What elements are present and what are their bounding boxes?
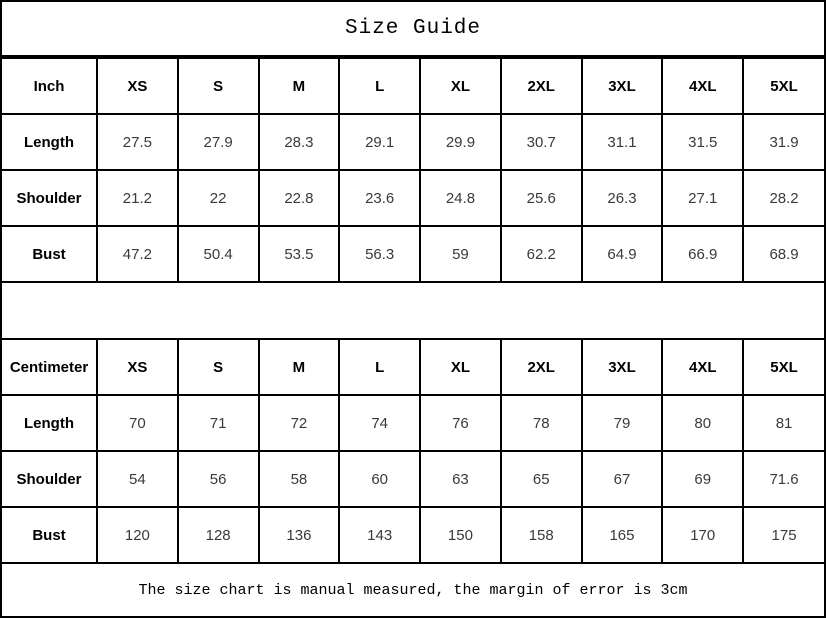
measurement-label-cell: Shoulder [2,170,97,226]
size-label-cell: XL [420,58,501,114]
measurement-value-cell: 59 [420,226,501,282]
size-label-cell: 2XL [501,58,582,114]
table-gap-spacer [2,283,824,338]
size-label-cell: XS [97,58,178,114]
measurement-value-cell: 76 [420,395,501,451]
size-label-cell: S [178,58,259,114]
unit-label-cell: Centimeter [2,339,97,395]
measurement-value-cell: 26.3 [582,170,663,226]
measurement-label-cell: Length [2,395,97,451]
size-label-cell: 4XL [662,339,743,395]
size-label-cell: 5XL [743,339,824,395]
measurement-value-cell: 143 [339,507,420,563]
page-title: Size Guide [2,2,824,57]
measurement-label-cell: Bust [2,507,97,563]
measurement-value-cell: 62.2 [501,226,582,282]
measurement-value-cell: 50.4 [178,226,259,282]
measurement-value-cell: 31.9 [743,114,824,170]
size-label-cell: M [259,339,340,395]
measurement-value-cell: 79 [582,395,663,451]
measurement-value-cell: 54 [97,451,178,507]
measurement-value-cell: 71.6 [743,451,824,507]
measurement-value-cell: 165 [582,507,663,563]
measurement-row [2,395,824,451]
measurement-row [2,507,824,563]
measurement-row [2,114,824,170]
measurement-value-cell: 31.1 [582,114,663,170]
measurement-value-cell: 56.3 [339,226,420,282]
measurement-value-cell: 47.2 [97,226,178,282]
inch-size-table [2,57,824,283]
measurement-value-cell: 70 [97,395,178,451]
measurement-value-cell: 28.3 [259,114,340,170]
size-label-cell: L [339,339,420,395]
centimeter-size-table [2,338,824,564]
size-header-row [2,58,824,114]
footer-note: The size chart is manual measured, the margin of error is 3cm [138,581,688,599]
measurement-value-cell: 69 [662,451,743,507]
measurement-value-cell: 175 [743,507,824,563]
measurement-value-cell: 30.7 [501,114,582,170]
size-label-cell: 4XL [662,58,743,114]
measurement-value-cell: 72 [259,395,340,451]
measurement-value-cell: 27.9 [178,114,259,170]
measurement-value-cell: 56 [178,451,259,507]
size-label-cell: 3XL [582,58,663,114]
measurement-value-cell: 27.5 [97,114,178,170]
measurement-value-cell: 63 [420,451,501,507]
measurement-value-cell: 21.2 [97,170,178,226]
measurement-value-cell: 28.2 [743,170,824,226]
measurement-value-cell: 66.9 [662,226,743,282]
size-label-cell: XL [420,339,501,395]
measurement-value-cell: 58 [259,451,340,507]
measurement-label-cell: Length [2,114,97,170]
measurement-value-cell: 150 [420,507,501,563]
measurement-value-cell: 22.8 [259,170,340,226]
size-label-cell: L [339,58,420,114]
size-label-cell: XS [97,339,178,395]
measurement-value-cell: 53.5 [259,226,340,282]
size-label-cell: 3XL [582,339,663,395]
measurement-value-cell: 25.6 [501,170,582,226]
measurement-value-cell: 27.1 [662,170,743,226]
measurement-value-cell: 29.9 [420,114,501,170]
measurement-value-cell: 31.5 [662,114,743,170]
measurement-value-cell: 78 [501,395,582,451]
measurement-value-cell: 23.6 [339,170,420,226]
measurement-value-cell: 24.8 [420,170,501,226]
size-label-cell: M [259,58,340,114]
measurement-label-cell: Shoulder [2,451,97,507]
measurement-row [2,170,824,226]
size-header-row [2,339,824,395]
size-label-cell: 2XL [501,339,582,395]
measurement-label-cell: Bust [2,226,97,282]
measurement-value-cell: 80 [662,395,743,451]
measurement-value-cell: 71 [178,395,259,451]
size-label-cell: S [178,339,259,395]
measurement-value-cell: 158 [501,507,582,563]
measurement-value-cell: 64.9 [582,226,663,282]
measurement-value-cell: 120 [97,507,178,563]
measurement-row [2,451,824,507]
measurement-value-cell: 128 [178,507,259,563]
size-label-cell: 5XL [743,58,824,114]
measurement-value-cell: 170 [662,507,743,563]
measurement-value-cell: 60 [339,451,420,507]
measurement-value-cell: 22 [178,170,259,226]
measurement-value-cell: 81 [743,395,824,451]
measurement-value-cell: 74 [339,395,420,451]
unit-label-cell: Inch [2,58,97,114]
measurement-value-cell: 29.1 [339,114,420,170]
measurement-value-cell: 136 [259,507,340,563]
measurement-value-cell: 67 [582,451,663,507]
measurement-row [2,226,824,282]
measurement-value-cell: 68.9 [743,226,824,282]
measurement-value-cell: 65 [501,451,582,507]
